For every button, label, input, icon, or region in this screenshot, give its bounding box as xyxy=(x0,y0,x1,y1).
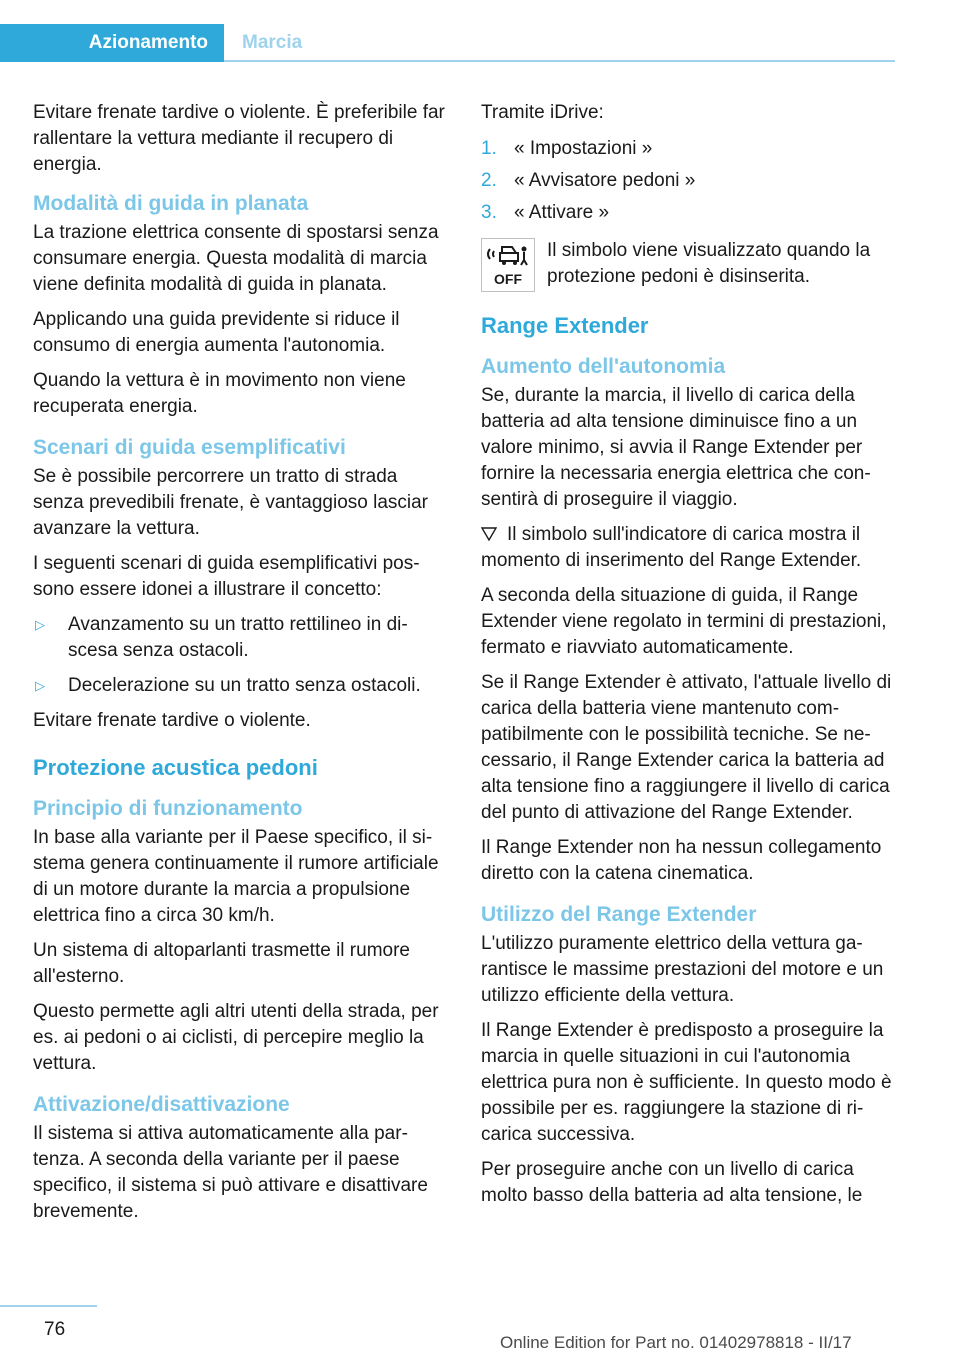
paragraph: Per proseguire anche con un livello di carica molto basso della batteria ad alta tensione, le xyxy=(481,1159,863,1206)
paragraph: I seguenti scenari di guida esemplificativi possono essere idonei a illustrare il concetto: xyxy=(33,553,420,600)
paragraph: A seconda della situazione di guida, il Range Extender viene regolato in termini di prestazioni, fermato e riavviato automaticamente. xyxy=(481,585,887,658)
step-item xyxy=(481,168,897,194)
pedestrian-off-note xyxy=(481,238,897,292)
bullet-triangle-icon: ▷ xyxy=(35,617,45,632)
paragraph: Il sistema si attiva automaticamente alla partenza. A seconda della variante per il paese specifico, il sistema si può attivare e disattivare brevemente. xyxy=(33,1123,428,1222)
paragraph: La trazione elettrica consente di spostarsi senza consumare energia. Questa modalità di marcia viene definita modalità di guida in planata. xyxy=(33,222,439,295)
page-number: 76 xyxy=(44,1319,66,1340)
paragraph: Se, durante la marcia, il livello di carica della batteria ad alta tensione diminuisce fino a un valore minimo, si avvia il Range Extender per fornire la necessaria energia elettrica che consentirà di proseguire il viaggio. xyxy=(481,385,871,510)
footer-divider xyxy=(0,1305,97,1307)
list-item-text: Avanzamento su un tratto rettilineo in discesa senza ostacoli. xyxy=(68,614,408,661)
heading-attivazione: Attivazione/disattivazione xyxy=(33,1093,290,1116)
step-number: 3. xyxy=(481,202,497,223)
pedestrian-protection-off-icon xyxy=(481,238,535,292)
paragraph: Tramite iDrive: xyxy=(481,102,604,123)
list-item xyxy=(33,612,449,664)
icon-description: Il simbolo viene visualizzato quando la protezione pedoni è disinserita. xyxy=(547,240,871,287)
list-item-text: Decelerazione su un tratto senza ostacoli. xyxy=(68,675,421,696)
range-extender-triangle-icon xyxy=(481,527,497,541)
bullet-triangle-icon: ▷ xyxy=(35,678,45,693)
heading-aumento: Aumento dell'autonomia xyxy=(481,355,726,378)
paragraph: Evitare frenate tardive o violente. xyxy=(33,710,311,731)
paragraph: Questo permette agli altri utenti della strada, per es. ai pedoni o ai ciclisti, di percepire meglio la vettura. xyxy=(33,1001,439,1074)
step-item xyxy=(481,136,897,162)
step-text: « Avvisatore pedoni » xyxy=(514,170,696,191)
step-text: « Attivare » xyxy=(514,202,610,223)
section-tab-active[interactable]: Azionamento xyxy=(0,24,224,62)
heading-planata: Modalità di guida in planata xyxy=(33,192,309,215)
heading-principio: Principio di funzionamento xyxy=(33,797,303,820)
paragraph: L'utilizzo puramente elettrico della vettura garantisce le massime prestazioni del motore e un utilizzo efficiente della vettura. xyxy=(481,933,884,1006)
left-column xyxy=(33,100,449,1234)
step-number: 1. xyxy=(481,138,497,159)
icon-off-label: OFF xyxy=(494,271,522,287)
step-text: « Impostazioni » xyxy=(514,138,653,159)
step-number: 2. xyxy=(481,170,497,191)
header-divider xyxy=(224,60,895,62)
paragraph-text: Il simbolo sull'indicatore di carica mostra il momento di inserimento del Range Extender. xyxy=(481,524,862,571)
heading-scenari: Scenari di guida esemplificativi xyxy=(33,436,346,459)
heading-utilizzo: Utilizzo del Range Extender xyxy=(481,903,757,926)
heading-protezione: Protezione acustica pedoni xyxy=(33,755,318,780)
paragraph: Se il Range Extender è attivato, l'attuale livello di carica della batteria viene mantenuto compatibilmente con le possibilità tecniche. Se necessario, il Range Extender carica la batteria ad alta tensione fino a raggiungere il livello di carica del punto di attivazione del Range Extender. xyxy=(481,672,892,823)
edition-label: Online Edition for Part no. 01402978818 - II/17 xyxy=(500,1333,852,1352)
heading-range-extender: Range Extender xyxy=(481,313,649,338)
paragraph: Il Range Extender non ha nessun collegamento diretto con la catena cinematica. xyxy=(481,837,882,884)
paragraph xyxy=(481,522,897,574)
paragraph: Un sistema di altoparlanti trasmette il rumore all'esterno. xyxy=(33,940,410,987)
header-bar xyxy=(0,24,895,62)
section-tab-inactive[interactable]: Marcia xyxy=(242,32,303,53)
list-item xyxy=(33,673,449,699)
paragraph: Il Range Extender è predisposto a proseguire la marcia in quelle situazioni in cui l'autonomia elettrica pura non è sufficiente. In questo modo è possibile per es. raggiungere la stazione di ricarica successiva. xyxy=(481,1020,892,1145)
paragraph: In base alla variante per il Paese specifico, il sistema genera continuamente il rumore artificiale di un motore durante la marcia a propulsione elettrica fino a circa 30 km/h. xyxy=(33,827,439,926)
paragraph: Applicando una guida previdente si riduce il consumo di energia aumenta l'autonomia. xyxy=(33,309,400,356)
paragraph: Quando la vettura è in movimento non viene recuperata energia. xyxy=(33,370,406,417)
paragraph: Evitare frenate tardive o violente. È preferibile far rallentare la vettura mediante il recupero di energia. xyxy=(33,102,445,175)
paragraph: Se è possibile percorrere un tratto di strada senza prevedibili frenate, è vantaggioso lasciar avanzare la vettura. xyxy=(33,466,429,539)
right-column xyxy=(481,100,897,1218)
step-item xyxy=(481,200,897,226)
